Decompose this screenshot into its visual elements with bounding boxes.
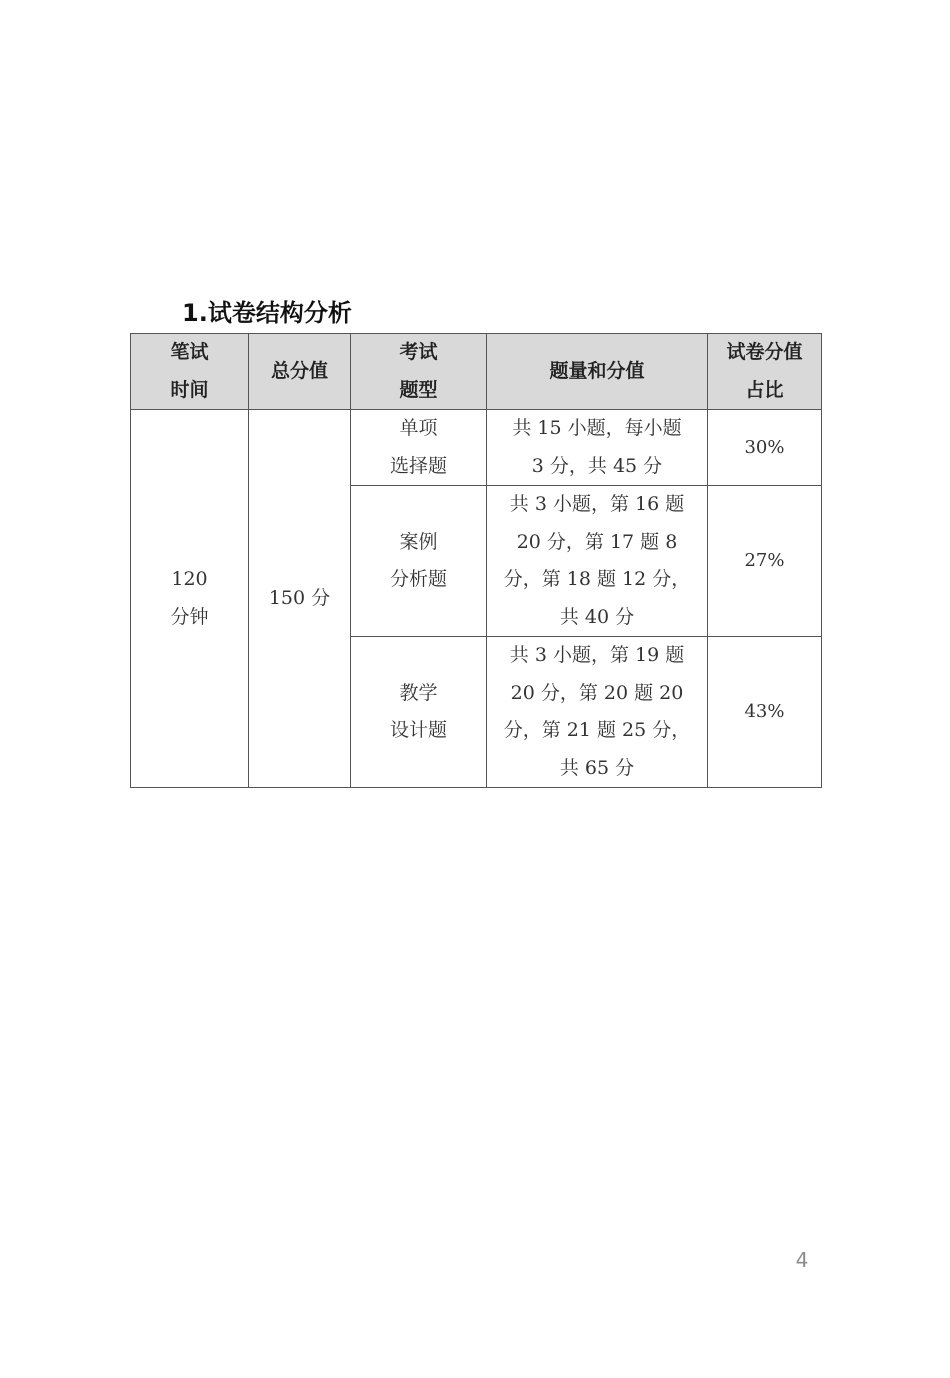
question-detail-cell: 共 3 小题，第 16 题 20 分，第 17 题 8 分，第 18 题 12 分， 共 40 分 (487, 486, 708, 637)
exam-structure-table (130, 333, 822, 788)
question-type-cell: 教学 设计题 (351, 637, 487, 788)
header-question-type: 考试 题型 (351, 334, 487, 410)
question-type-cell: 案例 分析题 (351, 486, 487, 637)
header-exam-time: 笔试 时间 (131, 334, 249, 410)
question-type-cell: 单项 选择题 (351, 410, 487, 486)
score-percent-cell: 30% (708, 410, 822, 486)
header-question-count-score: 题量和分值 (487, 334, 708, 410)
question-detail-cell: 共 3 小题，第 19 题 20 分，第 20 题 20 分，第 21 题 25 分， 共 65 分 (487, 637, 708, 788)
exam-time-cell: 120 分钟 (131, 410, 249, 788)
header-score-percent: 试卷分值 占比 (708, 334, 822, 410)
section-title: 1.试卷结构分析 (182, 299, 352, 327)
score-percent-cell: 43% (708, 637, 822, 788)
table-row (131, 410, 822, 486)
table-header-row (131, 334, 822, 410)
header-total-score: 总分值 (249, 334, 351, 410)
score-percent-cell: 27% (708, 486, 822, 637)
question-detail-cell: 共 15 小题，每小题 3 分，共 45 分 (487, 410, 708, 486)
total-score-cell: 150 分 (249, 410, 351, 788)
page-number: 4 (795, 1248, 809, 1272)
